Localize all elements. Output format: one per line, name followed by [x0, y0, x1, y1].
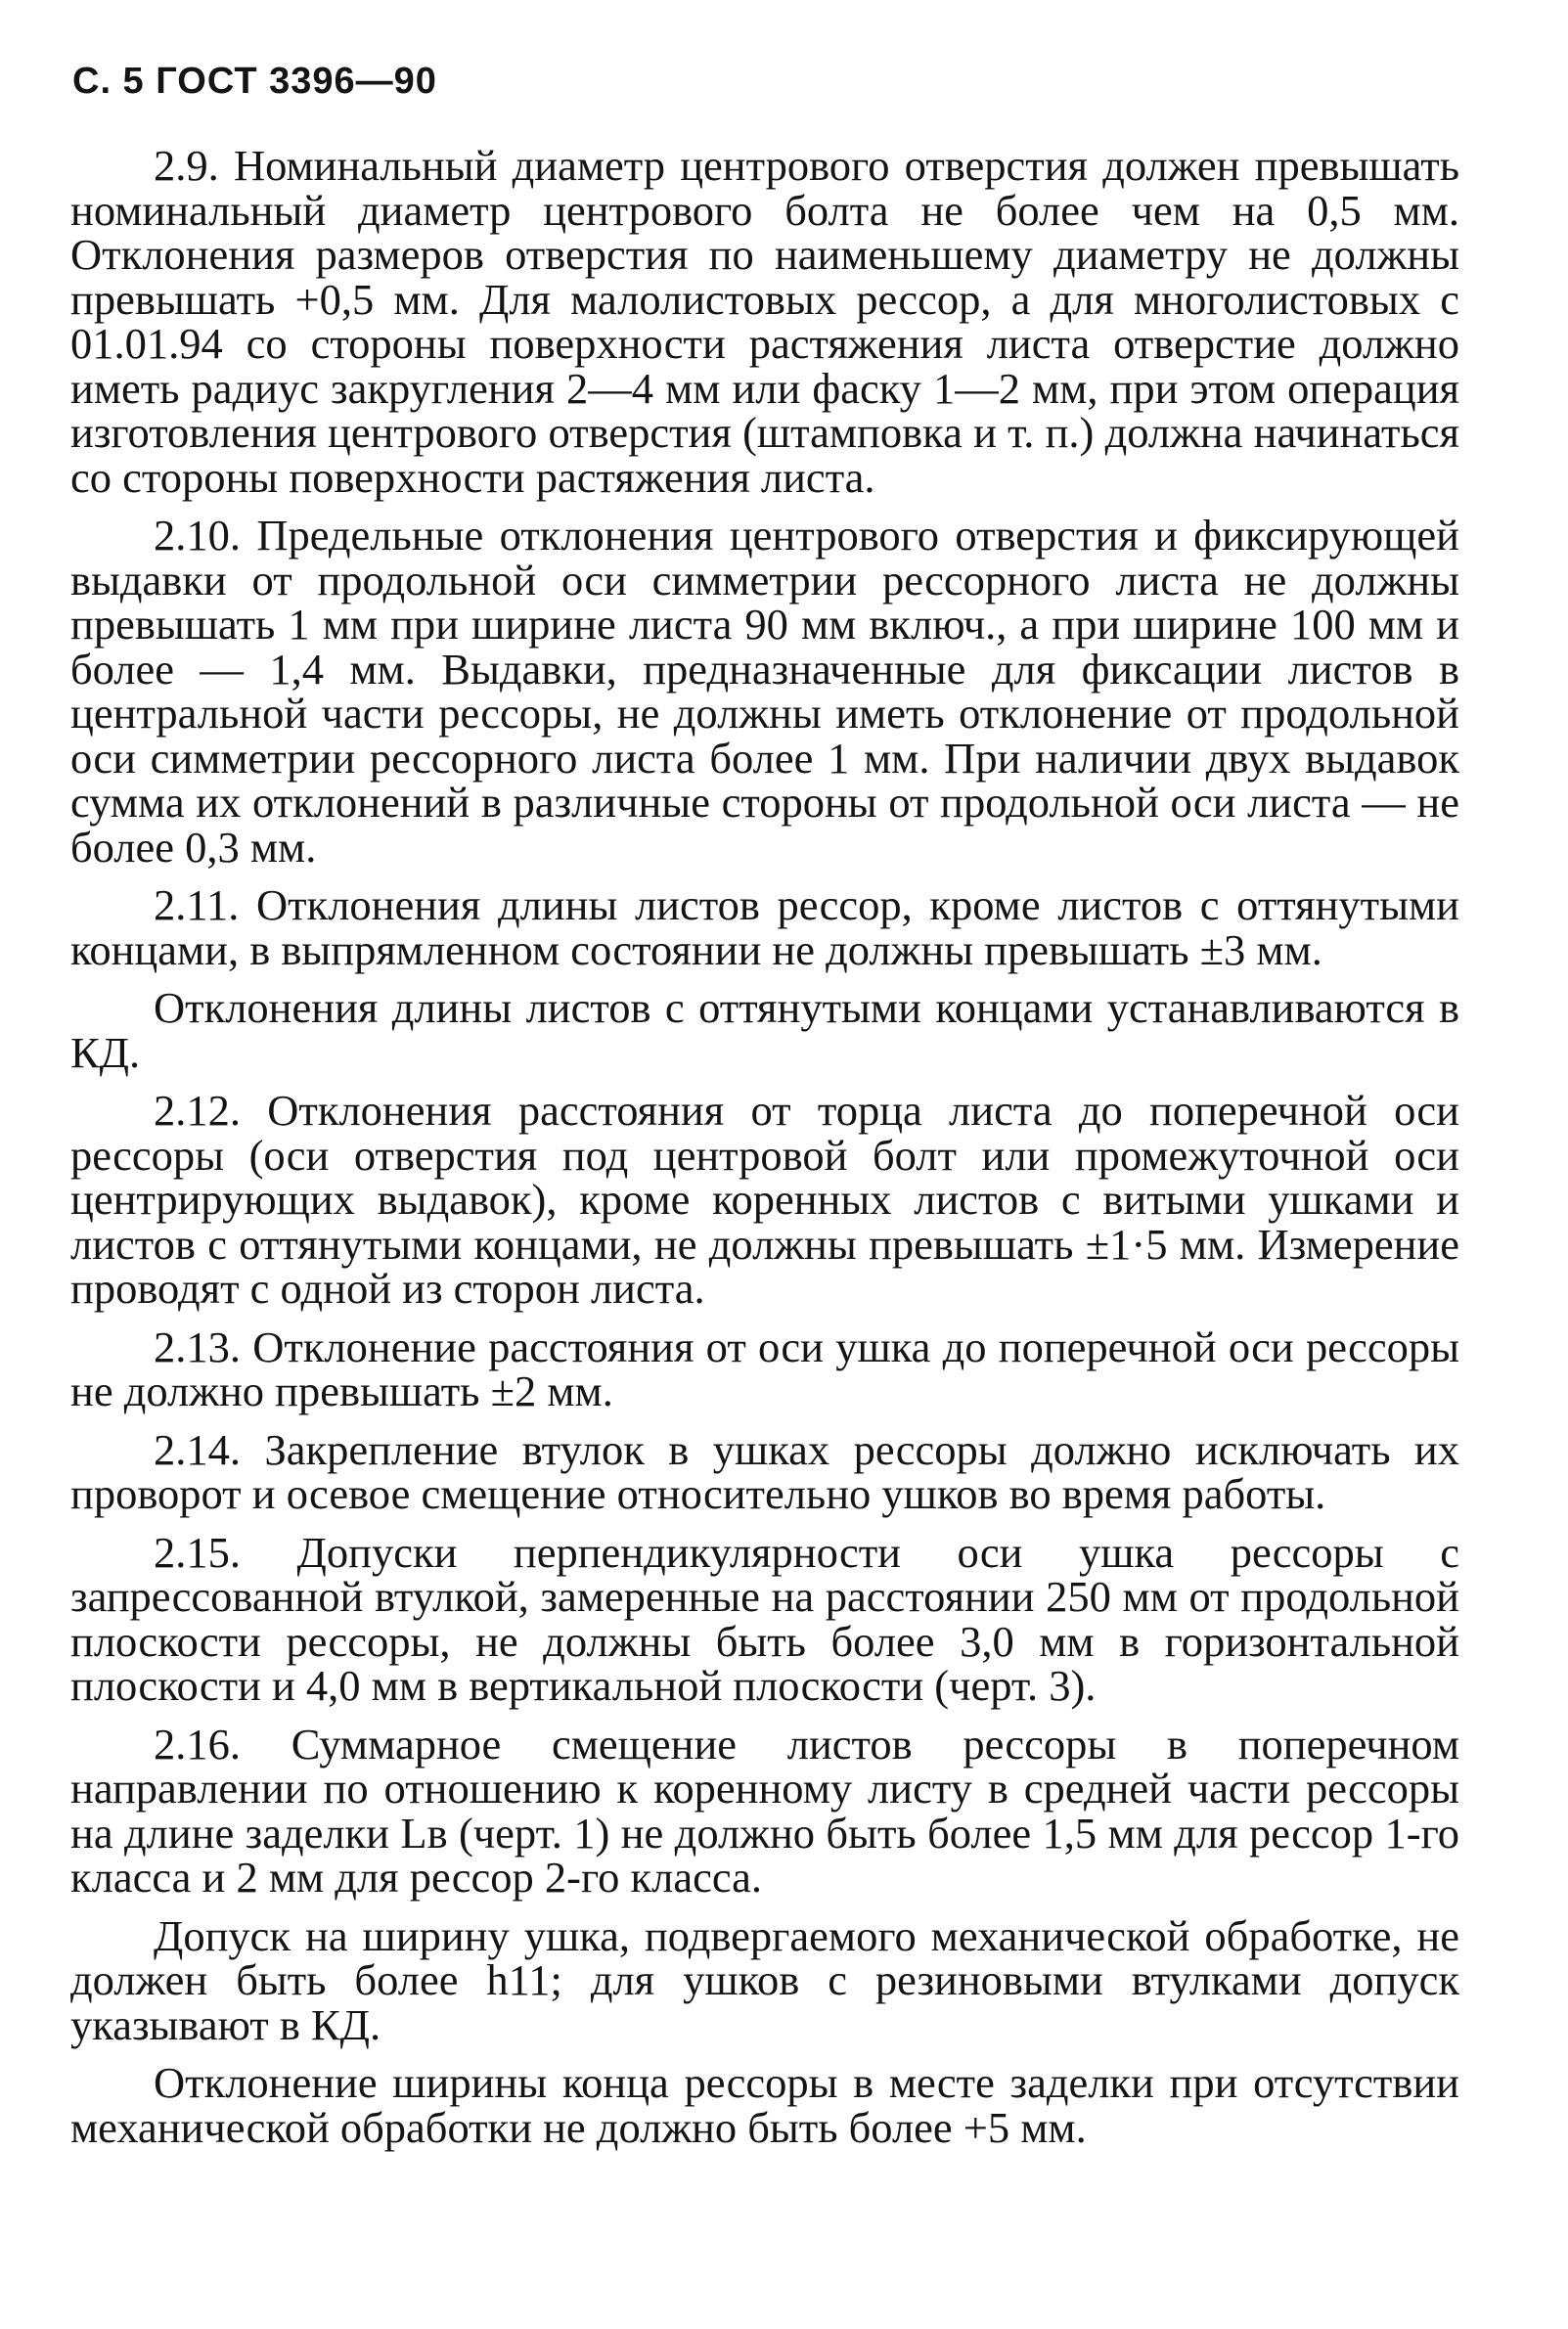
clause-2-9: 2.9. Номинальный диаметр центрового отверстия должен превышать номинальный диаметр центрового болта не более чем на 0,5 мм. Отклонения размеров отверстия по наименьшему диаметру не должны превышать +0,5 мм. Для малолистовых рессор, а для многолистовых с 01.01.94 со стороны поверхности растяжения листа отверстие должно иметь радиус закругления 2—4 мм или фаску 1—2 мм, при этом операция изготовления центрового отверстия (штамповка и т. п.) должна начинаться со стороны поверхности растяжения листа. [70, 141, 1459, 502]
clause-2-10: 2.10. Предельные отклонения центрового отверстия и фиксирующей выдавки от продольной оси симметрии рессорного листа не должны превышать 1 мм при ширине листа 90 мм включ., а при ширине 100 мм и более — 1,4 мм. Выдавки, предназначенные для фиксации листов в центральной части рессоры, не должны иметь отклонение от продольной оси симметрии рессорного листа более 1 мм. При наличии двух выдавок сумма их отклонений в различные стороны от продольной оси листа — не более 0,3 мм. [70, 511, 1459, 872]
clause-2-16: 2.16. Суммарное смещение листов рессоры в поперечном направлении по отношению к коренному листу в средней части рессоры на длине заделки Lв (черт. 1) не должно быть более 1,5 мм для рессор 1-го класса и 2 мм для рессор 2-го класса. [70, 1719, 1459, 1902]
clause-2-13: 2.13. Отклонение расстояния от оси ушка до поперечной оси рессоры не должно превышать ±2 мм. [70, 1321, 1459, 1415]
clause-2-15: 2.15. Допуски перпендикулярности оси ушка рессоры с запрессованной втулкой, замеренные на расстоянии 250 мм от продольной плоскости рессоры, не должны быть более 3,0 мм в горизонтальной плоскости и 4,0 мм в вертикальной плоскости (черт. 3). [70, 1527, 1459, 1710]
clause-2-14: 2.14. Закрепление втулок в ушках рессоры должно исключать их проворот и осевое смещение относительно ушков во время работы. [70, 1424, 1459, 1518]
clause-2-11: 2.11. Отклонения длины листов рессор, кроме листов с оттянутыми концами, в выпрямленном состоянии не должны превышать ±3 мм. [70, 880, 1459, 974]
document-page [70, 61, 1459, 2164]
clause-2-11-note: Отклонения длины листов с оттянутыми концами устанавливаются в КД. [70, 983, 1459, 1077]
clause-2-12: 2.12. Отклонения расстояния от торца листа до поперечной оси рессоры (оси отверстия под центровой болт или промежуточной оси центрирующих выдавок), кроме коренных листов с витыми ушками и листов с оттянутыми концами, не должны превышать ±1·5 мм. Измерение проводят с одной из сторон листа. [70, 1086, 1459, 1313]
document-body [70, 141, 1459, 2152]
running-head: С. 5 ГОСТ 3396—90 [72, 61, 437, 102]
clause-2-16-end-width: Отклонение ширины конца рессоры в месте заделки при отсутствии механической обработки не должно быть более +5 мм. [70, 2058, 1459, 2152]
clause-2-16-tolerance: Допуск на ширину ушка, подвергаемого механической обработке, не должен быть более h11; для ушков с резиновыми втулками допуск указывают в КД. [70, 1910, 1459, 2049]
